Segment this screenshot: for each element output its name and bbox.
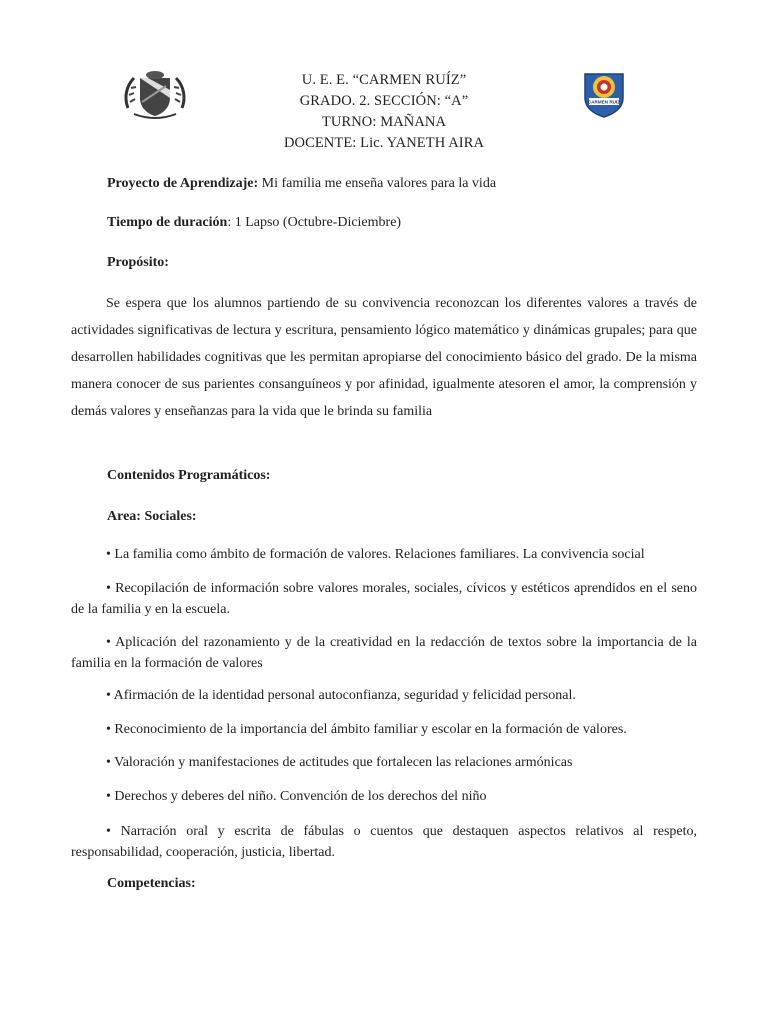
- list-item: • Derechos y deberes del niño. Convención de los derechos del niño: [106, 789, 487, 804]
- badge-text: CARMEN RUIZ: [587, 99, 621, 105]
- shift: TURNO: MAÑANA: [321, 114, 447, 130]
- area-heading: Area: Sociales:: [107, 509, 197, 524]
- duration-value: : 1 Lapso (Octubre-Diciembre): [227, 215, 402, 230]
- project-line: [107, 176, 496, 192]
- list-item: • Aplicación del razonamiento y de la creatividad en la redacción de textos sobre la importancia de la familia en la formación de valores: [71, 635, 697, 671]
- school-name: U. E. E. “CARMEN RUÍZ”: [301, 72, 467, 88]
- school-header: [230, 70, 538, 154]
- list-item: • Valoración y manifestaciones de actitudes que fortalecen las relaciones armónicas: [106, 755, 573, 770]
- purpose-paragraph: Se espera que los alumnos partiendo de su convivencia reconozcan los diferentes valores a través de actividades significativas de lectura y escritura, pensamiento lógico matemático y dinámicas grupales; para que desarrollen habilidades cognitivas que les permitan apropiarse del conocimiento básico del grado. De la misma manera conocer de sus parientes consanguíneos y por afinidad, igualmente atesoren el amor, la comprensión y demás valores y enseñanzas para la vida que le brinda su familia: [71, 296, 697, 419]
- list-item: • Narración oral y escrita de fábulas o cuentos que destaquen aspectos relativos al respeto, responsabilidad, cooperación, justicia, libertad.: [71, 824, 697, 860]
- competencies-heading: Competencias:: [107, 876, 196, 891]
- list-item: • Recopilación de información sobre valores morales, sociales, cívicos y estéticos aprendidos en el seno de la familia y en la escuela.: [71, 581, 697, 617]
- list-item: • Afirmación de la identidad personal autoconfianza, seguridad y felicidad personal.: [106, 688, 576, 703]
- project-label: Proyecto de Aprendizaje:: [107, 176, 259, 191]
- purpose-heading: Propósito:: [107, 255, 169, 270]
- duration-label: Tiempo de duración: [107, 215, 228, 230]
- list-item: • La familia como ámbito de formación de valores. Relaciones familiares. La convivencia social: [106, 547, 645, 562]
- project-value: Mi familia me enseña valores para la vida: [258, 176, 497, 191]
- coat-of-arms-seal: [122, 68, 188, 120]
- school-badge-seal: [582, 70, 626, 118]
- list-item: • Reconocimiento de la importancia del ámbito familiar y escolar en la formación de valores.: [106, 722, 627, 737]
- contents-heading: Contenidos Programáticos:: [107, 468, 271, 483]
- duration-line: [107, 215, 401, 231]
- grade-section: GRADO. 2. SECCIÓN: “A”: [299, 93, 469, 109]
- teacher: DOCENTE: Lic. YANETH AIRA: [283, 135, 485, 151]
